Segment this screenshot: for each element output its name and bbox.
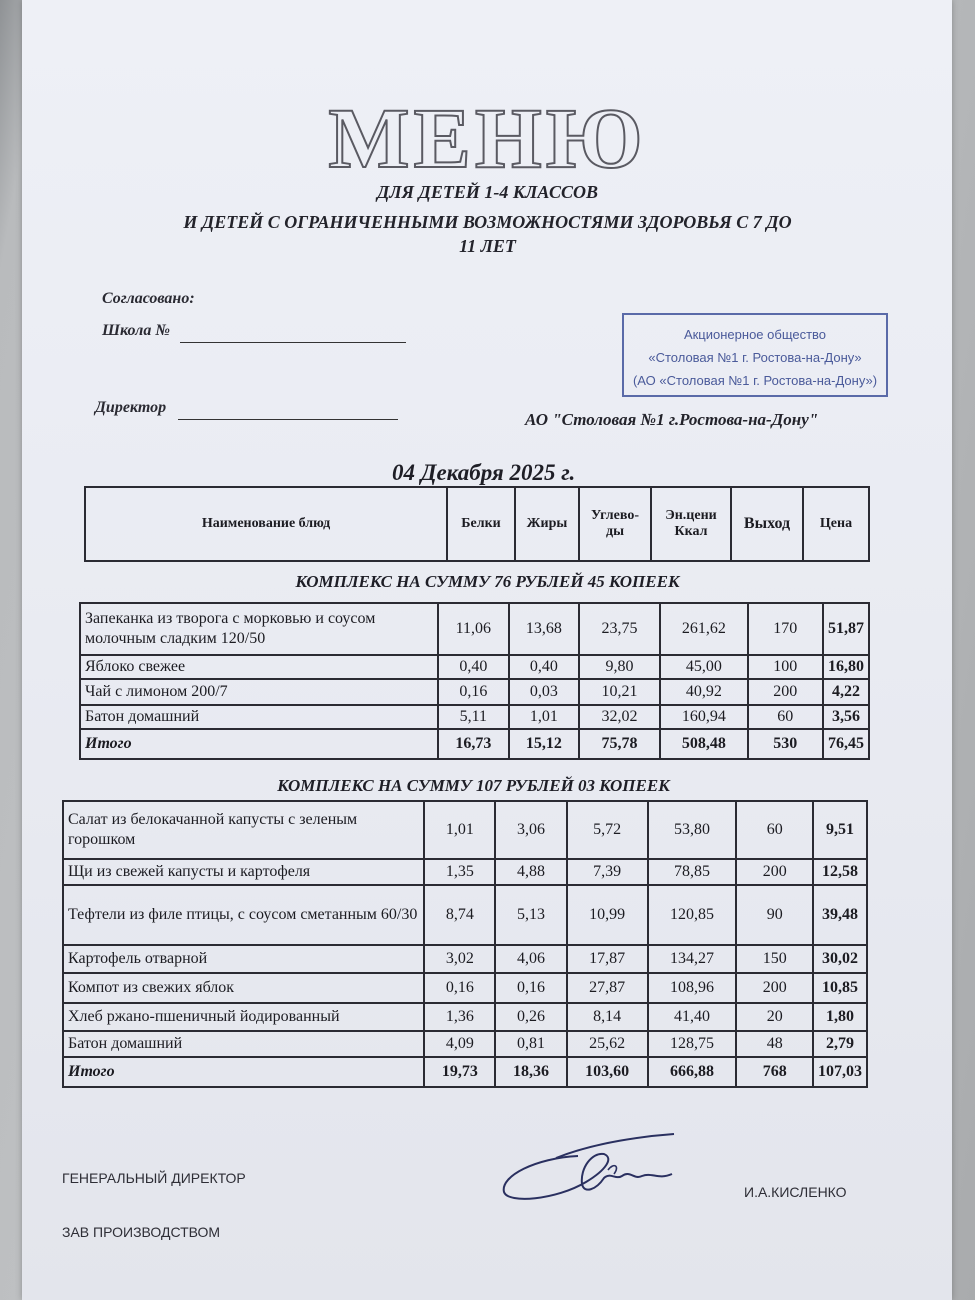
cell-protein: 1,36 [424,1003,495,1031]
cell-protein: 0,40 [438,655,510,679]
cell-energy: 78,85 [648,859,737,885]
cell-yield: 170 [748,603,823,655]
cell-yield: 200 [736,859,813,885]
col-dish: Наименование блюд [85,487,447,561]
director-line [178,419,398,420]
cell-price: 16,80 [823,655,869,679]
total-price: 76,45 [823,729,869,759]
total-energy: 666,88 [648,1057,737,1087]
dish-name: Батон домашний [80,705,438,729]
cell-energy: 160,94 [660,705,747,729]
cell-protein: 1,35 [424,859,495,885]
dish-name: Запеканка из творога с морковью и соусом молочным сладким 120/50 [80,603,438,655]
cell-protein: 11,06 [438,603,510,655]
cell-fat: 0,81 [495,1031,566,1057]
cell-energy: 45,00 [660,655,747,679]
cell-fat: 4,06 [495,945,566,973]
cell-yield: 60 [748,705,823,729]
cell-carbs: 25,62 [567,1031,648,1057]
cell-yield: 90 [736,885,813,945]
cell-energy: 261,62 [660,603,747,655]
total-label: Итого [80,729,438,759]
stamp-line-1: Акционерное общество [683,327,827,342]
table-row [63,973,867,1003]
production-head-label: ЗАВ ПРОИЗВОДСТВОМ [62,1224,221,1240]
table-row [80,679,869,705]
dish-name: Картофель отварной [63,945,424,973]
complex-1-caption: КОМПЛЕКС НА СУММУ 76 РУБЛЕЙ 45 КОПЕЕК [295,572,680,591]
cell-protein: 5,11 [438,705,510,729]
cell-protein: 0,16 [424,973,495,1003]
cell-carbs: 5,72 [567,801,648,859]
cell-yield: 60 [736,801,813,859]
complex-1-table [79,602,870,760]
cell-energy: 128,75 [648,1031,737,1057]
cell-fat: 1,01 [509,705,579,729]
cell-carbs: 27,87 [567,973,648,1003]
school-label: Школа № [102,322,170,339]
cell-price: 10,85 [813,973,867,1003]
table-row [63,859,867,885]
table-row [80,603,869,655]
dish-name: Тефтели из филе птицы, с соусом сметанным 60/30 [63,885,424,945]
cell-price: 2,79 [813,1031,867,1057]
subtitle-line-3: 11 ЛЕТ [459,236,516,256]
cell-carbs: 9,80 [579,655,660,679]
stamp-line-2: «Столовая №1 г. Ростова-на-Дону» [648,350,862,365]
cell-price: 51,87 [823,603,869,655]
total-fat: 18,36 [495,1057,566,1087]
cell-protein: 4,09 [424,1031,495,1057]
cell-yield: 200 [736,973,813,1003]
table-row [63,1031,867,1057]
subtitle-line-2: И ДЕТЕЙ С ОГРАНИЧЕННЫМИ ВОЗМОЖНОСТЯМИ ЗДОРОВЬЯ С 7 ДО [183,212,792,232]
col-fat: Жиры [515,487,579,561]
cell-protein: 1,01 [424,801,495,859]
header-table [84,486,870,562]
cell-yield: 48 [736,1031,813,1057]
total-carbs: 75,78 [579,729,660,759]
cell-energy: 40,92 [660,679,747,705]
cell-fat: 4,88 [495,859,566,885]
cell-carbs: 23,75 [579,603,660,655]
col-energy: Эн.цени Ккал [651,487,731,561]
company-stamp [622,313,888,397]
complex-2-table [62,800,868,1088]
total-yield: 530 [748,729,823,759]
cell-protein: 3,02 [424,945,495,973]
total-protein: 19,73 [424,1057,495,1087]
cell-carbs: 7,39 [567,859,648,885]
cell-fat: 0,40 [509,655,579,679]
total-protein: 16,73 [438,729,510,759]
dish-name: Чай с лимоном 200/7 [80,679,438,705]
cell-protein: 0,16 [438,679,510,705]
cell-fat: 3,06 [495,801,566,859]
cell-carbs: 10,99 [567,885,648,945]
cell-carbs: 8,14 [567,1003,648,1031]
cell-carbs: 17,87 [567,945,648,973]
total-row [63,1057,867,1087]
general-director-label: ГЕНЕРАЛЬНЫЙ ДИРЕКТОР [62,1170,246,1186]
school-line [180,342,406,343]
table-row [63,945,867,973]
cell-yield: 20 [736,1003,813,1031]
dish-name: Щи из свежей капусты и картофеля [63,859,424,885]
table-row [80,655,869,679]
handwritten-signature [496,1128,696,1208]
total-label: Итого [63,1057,424,1087]
menu-date: 04 Декабря 2025 г. [392,460,576,485]
dish-name: Компот из свежих яблок [63,973,424,1003]
cell-energy: 134,27 [648,945,737,973]
stamp-line-3: (АО «Столовая №1 г. Ростова-на-Дону») [632,373,878,388]
cell-price: 4,22 [823,679,869,705]
dish-name: Салат из белокачанной капусты с зеленым горошком [63,801,424,859]
approved-label: Согласовано: [102,290,195,307]
dish-name: Яблоко свежее [80,655,438,679]
cell-fat: 0,16 [495,973,566,1003]
cell-fat: 0,03 [509,679,579,705]
cell-price: 30,02 [813,945,867,973]
dish-name: Хлеб ржано-пшеничный йодированный [63,1003,424,1031]
menu-title: МЕНЮ [328,90,647,186]
director-label: Директор [95,399,167,416]
cell-price: 12,58 [813,859,867,885]
cell-energy: 120,85 [648,885,737,945]
subtitle-line-1: ДЛЯ ДЕТЕЙ 1-4 КЛАССОВ [377,182,598,202]
cell-price: 1,80 [813,1003,867,1031]
cell-price: 39,48 [813,885,867,945]
table-row [63,885,867,945]
cell-yield: 200 [748,679,823,705]
total-yield: 768 [736,1057,813,1087]
col-price: Цена [803,487,869,561]
cell-fat: 0,26 [495,1003,566,1031]
col-protein: Белки [447,487,515,561]
cell-yield: 150 [736,945,813,973]
total-price: 107,03 [813,1057,867,1087]
col-carbs: Углево- ды [579,487,651,561]
cell-energy: 108,96 [648,973,737,1003]
table-row [63,801,867,859]
total-fat: 15,12 [509,729,579,759]
cell-price: 3,56 [823,705,869,729]
organization-name: АО "Столовая №1 г.Ростова-на-Дону" [525,410,819,429]
total-row [80,729,869,759]
table-row [80,705,869,729]
cell-fat: 5,13 [495,885,566,945]
director-name: И.А.КИСЛЕНКО [744,1184,847,1200]
total-energy: 508,48 [660,729,747,759]
cell-price: 9,51 [813,801,867,859]
cell-yield: 100 [748,655,823,679]
cell-fat: 13,68 [509,603,579,655]
total-carbs: 103,60 [567,1057,648,1087]
complex-2-caption: КОМПЛЕКС НА СУММУ 107 РУБЛЕЙ 03 КОПЕЕК [277,776,670,795]
cell-energy: 53,80 [648,801,737,859]
cell-energy: 41,40 [648,1003,737,1031]
table-row [63,1003,867,1031]
cell-carbs: 10,21 [579,679,660,705]
cell-carbs: 32,02 [579,705,660,729]
dish-name: Батон домашний [63,1031,424,1057]
col-yield: Выход [731,487,803,561]
cell-protein: 8,74 [424,885,495,945]
